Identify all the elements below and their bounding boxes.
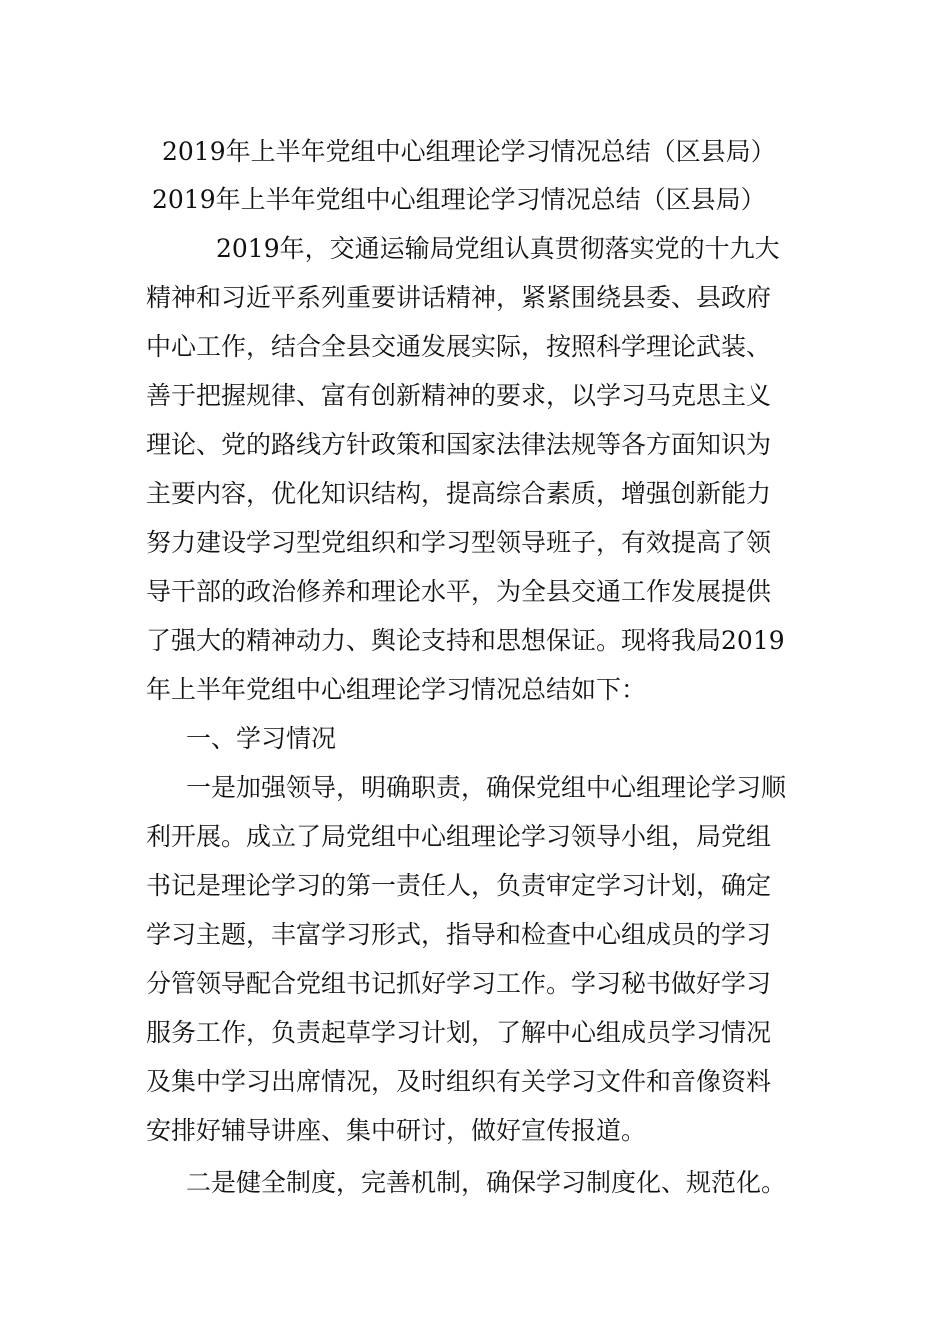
- paragraph-line: 利开展。成立了局党组中心组理论学习领导小组，局党组: [146, 822, 772, 851]
- paragraph-line: 二是健全制度，完善机制，确保学习制度化、规范化。: [186, 1168, 787, 1197]
- paragraph-line: 了强大的精神动力、舆论支持和思想保证。现将我局2019: [146, 626, 785, 655]
- paragraph-line: 主要内容，优化知识结构，提高综合素质，增强创新能力: [146, 479, 772, 508]
- paragraph-line: 书记是理论学习的第一责任人，负责审定学习计划，确定: [146, 871, 772, 900]
- paragraph-line: 一是加强领导，明确职责，确保党组中心组理论学习顺: [186, 773, 787, 802]
- paragraph-line: 学习主题，丰富学习形式，指导和检查中心组成员的学习: [146, 920, 772, 949]
- paragraph-line: 导干部的政治修养和理论水平，为全县交通工作发展提供: [146, 577, 772, 606]
- paragraph-line: 及集中学习出席情况，及时组织有关学习文件和音像资料: [146, 1067, 772, 1096]
- paragraph-line: 中心工作，结合全县交通发展实际，按照科学理论武装、: [146, 332, 772, 361]
- paragraph-line: 年上半年党组中心组理论学习情况总结如下：: [146, 675, 647, 704]
- paragraph-line: 精神和习近平系列重要讲话精神，紧紧围绕县委、县政府: [146, 283, 772, 312]
- paragraph-line: 理论、党的路线方针政策和国家法律法规等各方面知识为: [146, 430, 772, 459]
- paragraph-line: 2019年，交通运输局党组认真贯彻落实党的十九大: [216, 234, 780, 263]
- paragraph-line: 安排好辅导讲座、集中研讨，做好宣传报道。: [146, 1116, 647, 1145]
- paragraph-line: 服务工作，负责起草学习计划，了解中心组成员学习情况: [146, 1018, 772, 1047]
- paragraph-line: 善于把握规律、富有创新精神的要求，以学习马克思主义: [146, 381, 772, 410]
- document-title-repeat: 2019年上半年党组中心组理论学习情况总结（区县局）: [152, 185, 766, 214]
- section-heading: 一、学习情况: [186, 724, 337, 753]
- paragraph-line: 努力建设学习型党组织和学习型领导班子，有效提高了领: [146, 528, 772, 557]
- document-title: 2019年上半年党组中心组理论学习情况总结（区县局）: [162, 137, 776, 166]
- paragraph-line: 分管领导配合党组书记抓好学习工作。学习秘书做好学习: [146, 969, 772, 998]
